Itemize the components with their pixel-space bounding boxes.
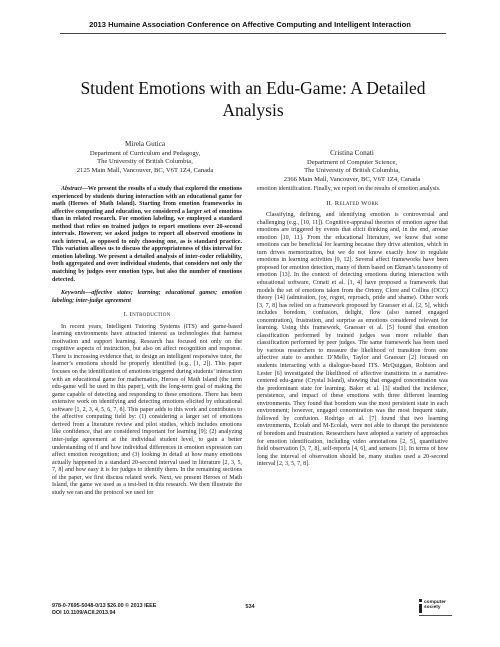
author-department: Department of Computer Science, <box>306 159 398 167</box>
abstract-paragraph <box>52 186 242 284</box>
author-department: Department of Curriculum and Pedagogy, <box>89 150 201 158</box>
conference-header: 2013 Humaine Association Conference on Affective Computing and Intelligent Interaction <box>89 20 411 29</box>
paragraph-continuation: emotion identification. Finally, we report on the results of emotion analysis. <box>257 186 441 192</box>
introduction-paragraph: In recent years, Intelligent Tutoring Systems (ITS) and game-based learning environments have attracted interest as technologies that harness motivation and support learning. Research has focused not only on the cognitive aspects of instruction, but also on affect recognition and response. There is increasing evidence that, to design an intelligent responsive tutor, the learner’s emotions should be properly identified (e.g., [1, 2]). This paper focuses on the identification of emotions triggered during students’ interaction with an educational game for mathematics, Heroes of Math Island (the term edu-game will be used in this paper), with the long-term goal of making the game capable of detecting and responding to these emotions. There has been extensive work on identifying and detecting emotions elicited by educational software [1, 2, 3, 4, 5, 6, 7, 8]. This paper adds to this work and contributes to the affective computing field by: (1) considering a larger set of emotions derived from a literature review and pilot studies, which includes emotions like confidence, that are considered important for learning [9]; (2) analyzing inter-judge agreement at the individual student level, to gain a better understanding of if and how individual differences in emotion expression can affect emotion recognition; and (3) looking in detail at how many emotions actually happened in a standard 20-second interval used in literature [2, 3, 5, 7, 8] and how easy it is for judges to identify them. In the remaining sections of the paper, we first discuss related work. Next, we present Heroes of Math Island, the game we used as a test-bed in this research. We then illustrate the study we ran and the protocol we used for <box>52 323 242 496</box>
author-address: 2366 Main Mall, Vancouver, BC, V6T 1Z4, Canada <box>283 175 421 183</box>
abstract-text: —We present the results of a study that explored the emotions experienced by students during interaction with an educational game for math (Heroes of Math Island). Starting from emotion frameworks in affective computing and education, we considered a larger set of emotions than in related research. For emotion labeling, we employed a standard method that relies on trained judges to report emotions over 20-second intervals. However, we asked judges to report all observed emotions in each interval, as opposed to only choosing one, as is standard practice. This variation allows us to discuss the appropriateness of this interval for emotion labeling. We present a detailed analysis of inter-coder reliability, both aggregated and over individual students, that considers not only the matching by judges over emotion type, but also the number of emotions detected. <box>52 186 242 283</box>
footer-doi: DOI 10.1109/ACII.2013.94 <box>52 609 116 616</box>
author-block-2 <box>257 149 447 184</box>
related-work-paragraph: Classifying, defining, and identifying emotion is controversial and challenging (e.g., [10, 11]). Cognitive-appraisal theories of emotion agree that emotions are triggered by events that elicit thinking and, in the end, arouse emotion [10, 11]. From the educational literature, we know that some emotions can be beneficial for learning because they drive attention, which in turn drives memorization, but we do not know exactly how to regulate emotions in learning activities [9, 12]. Several affect frameworks have been proposed for emotion detection, many of them based on Ekman’s taxonomy of emotion [13]. In the context of detecting emotions during interaction with educational software, Conati et al. [1, 4] have proposed a framework that models the set of emotions taken from the Ortony, Clore and Collins (OCC) theory [14] (admiration, joy, regret, reproach, pride and shame). Other work [3, 7, 8] has relied on a framework proposed by Graesser et al. [2, 5], which includes boredom, confusion, delight, flow (also named engaged concentration), frustration, and surprise as emotions considered relevant for learning. Using this framework, Graesser et al. [5] found that emotion classification performed by trained judges was more reliable than classification performed by peer judges. The same framework has been used by various researchers to measure the likelihood of transition from one affective state to another. D’Mello, Taylor and Graesser [2] focused on students interacting with a dialogue-based ITS. McQuiggan, Robison and Lester [6] investigated the likelihood of affective transitions in a narrative-centered edu-game (Crystal Island), showing that engaged concentration was the predominant state for learning. Baker et al. [3] studied the incidence, persistence, and impact of these emotions with three different learning environments. They found that boredom was the most persistent state in each environment; however, engaged concentration was the most frequent state, followed by confusion. Rodrigo et al. [7] found that two learning environments, Ecolab and M-Ecolab, were not able to disrupt the persistence of boredom and frustration. Researchers have adopted a variety of approaches for emotion identification, including video annotations [2, 5], quantitative field observation [3, 7, 8], self-reports [4, 6], and sensors [1]. In terms of how long the interval of observation should be, many studies used a 20-second interval [2, 3, 5, 7, 8]. <box>257 212 448 468</box>
section-heading-related-work: II. Related Work <box>326 199 379 207</box>
abstract-label: Abstract <box>61 186 82 192</box>
header-rule <box>60 33 446 34</box>
page-number: 534 <box>245 604 255 610</box>
left-column <box>52 186 242 497</box>
author-university: The University of British Columbia, <box>304 167 400 175</box>
paper-title: Student Emotions with an Edu-Game: A Detailed Analysis <box>80 78 426 120</box>
author-name: Cristina Conati <box>330 149 374 157</box>
section-heading-introduction: I. Introduction <box>123 311 171 319</box>
logo-line-2: society <box>424 605 441 611</box>
author-name: Mirela Gutica <box>124 140 166 148</box>
logo-line-1: computer <box>424 600 446 605</box>
logo-wordmark <box>424 600 446 610</box>
footer-isbn: 978-0-7695-5048-0/13 $26.00 © 2013 IEEE <box>52 603 157 609</box>
keywords: Keywords—affective states; learning; educational games; emotion labeling; inter-judge agreement <box>52 290 242 304</box>
author-university: The University of British Columbia, <box>97 158 193 166</box>
author-block-1 <box>50 140 240 175</box>
author-address: 2125 Main Mall, Vancouver, BC, V6T 1Z4, Canada <box>76 166 214 174</box>
right-column <box>257 186 448 469</box>
